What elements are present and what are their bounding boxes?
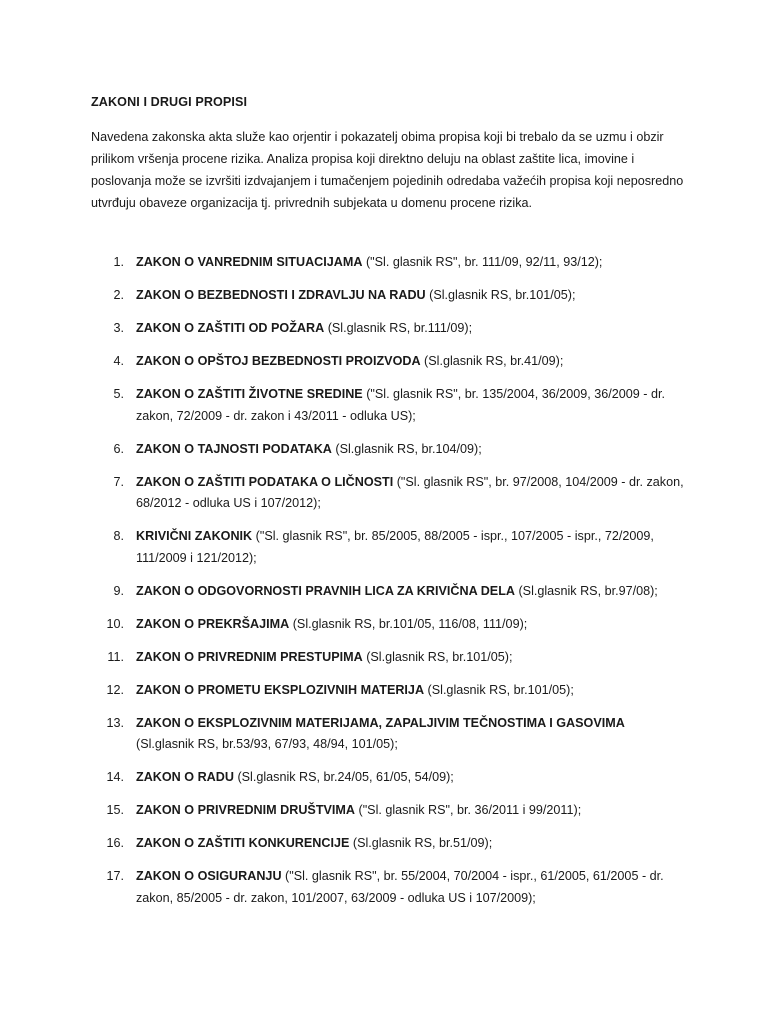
law-name: ZAKON O ZAŠTITI PODATAKA O LIČNOSTI	[136, 474, 394, 489]
law-item	[0, 351, 768, 373]
law-item	[0, 833, 768, 855]
law-name: ZAKON O PRIVREDNIM PRESTUPIMA	[136, 649, 363, 664]
law-text	[136, 647, 684, 669]
law-name: ZAKON O PROMETU EKSPLOZIVNIH MATERIJA	[136, 682, 425, 697]
laws-list	[0, 252, 768, 921]
law-number: 6.	[113, 441, 124, 456]
law-text	[136, 285, 684, 307]
law-name: ZAKON O RADU	[136, 770, 234, 784]
law-name: ZAKON O EKSPLOZIVNIM MATERIJAMA, ZAPALJIVIM TEČNOSTIMA I GASOVIMA	[136, 715, 625, 730]
law-text	[136, 472, 684, 515]
law-text	[136, 252, 684, 274]
law-text	[136, 767, 684, 789]
law-text	[136, 614, 684, 636]
law-name: ZAKON O TAJNOSTI PODATAKA	[136, 441, 332, 456]
law-item	[0, 800, 768, 822]
law-item	[0, 581, 768, 603]
law-name: ZAKON O ZAŠTITI ŽIVOTNE SREDINE	[136, 387, 363, 401]
law-reference: ("Sl. glasnik RS", br. 55/2004, 70/2004 - ispr., 61/2005, 61/2005 - dr. zakon, 85/2005 - dr. zakon, 101/2007, 63/2009 - odluka US i 107/2009);	[136, 869, 664, 905]
law-item	[0, 384, 768, 427]
law-number: 13.	[106, 715, 124, 730]
law-text	[136, 680, 684, 702]
law-name: ZAKON O ZAŠTITI OD POŽARA	[136, 321, 325, 335]
law-reference: ("Sl. glasnik RS", br. 97/2008, 104/2009 - dr. zakon, 68/2012 - odluka US i 107/2012);	[136, 474, 684, 510]
law-name: ZAKON O OPŠTOJ BEZBEDNOSTI PROIZVODA	[136, 354, 421, 368]
law-reference: ("Sl. glasnik RS", br. 85/2005, 88/2005 - ispr., 107/2005 - ispr., 72/2009, 111/2009 i 121/2012);	[136, 529, 654, 565]
law-text	[136, 318, 684, 340]
law-item	[0, 285, 768, 307]
law-item	[0, 713, 768, 756]
law-reference: (Sl.glasnik RS, br.104/09);	[331, 441, 482, 456]
intro-paragraph: Navedena zakonska akta služe kao orjentir i pokazatelj obima propisa koji bi trebalo da se uzmu i obzir prilikom vršenja procene rizika. Analiza propisa koji direktno deluju na oblast zaštite lica, imovine i poslovanja može se izvršiti izdvajanjem i tumačenjem pojedinih odredaba važećih propisa koji neposredno utvrđuju obaveze organizacija tj. privrednih subjekata u domenu procene rizika.	[91, 130, 684, 210]
law-text	[136, 526, 684, 569]
law-name: ZAKON O BEZBEDNOSTI I ZDRAVLJU NA RADU	[136, 288, 426, 302]
law-item	[0, 472, 768, 515]
law-number: 17.	[106, 869, 124, 883]
law-name: ZAKON O ZAŠTITI KONKURENCIJE	[136, 836, 350, 850]
law-number: 10.	[106, 616, 124, 631]
law-name: ZAKON O ODGOVORNOSTI PRAVNIH LICA ZA KRIVIČNA DELA	[136, 583, 515, 598]
law-text	[136, 713, 684, 756]
law-name: ZAKON O PREKRŠAJIMA	[136, 616, 290, 631]
law-reference: ("Sl. glasnik RS", br. 111/09, 92/11, 93/12);	[362, 255, 603, 269]
law-text	[136, 866, 684, 909]
law-reference: (Sl.glasnik RS, br.101/05);	[424, 682, 574, 697]
law-number: 8.	[113, 529, 124, 543]
law-text	[136, 439, 684, 461]
law-number: 4.	[113, 354, 124, 368]
law-number: 5.	[113, 387, 124, 401]
law-text	[136, 581, 684, 603]
law-item	[0, 614, 768, 636]
law-reference: (Sl.glasnik RS, br.51/09);	[349, 836, 493, 850]
law-name: KRIVIČNI ZAKONIK	[136, 529, 253, 543]
law-reference: (Sl.glasnik RS, br.41/09);	[420, 354, 564, 368]
law-number: 3.	[113, 321, 124, 335]
law-number: 1.	[113, 255, 124, 269]
law-reference: (Sl.glasnik RS, br.24/05, 61/05, 54/09);	[233, 770, 454, 784]
law-item	[0, 647, 768, 669]
law-reference: (Sl.glasnik RS, br.53/93, 67/93, 48/94, 101/05);	[136, 737, 398, 751]
law-reference: (Sl.glasnik RS, br.101/05, 116/08, 111/09);	[289, 616, 528, 631]
law-number: 16.	[106, 836, 124, 850]
law-reference: (Sl.glasnik RS, br.101/05);	[425, 288, 576, 302]
law-text	[136, 351, 684, 373]
document-title: ZAKONI I DRUGI PROPISI	[91, 95, 248, 109]
law-item	[0, 866, 768, 909]
law-name: ZAKON O OSIGURANJU	[136, 869, 282, 883]
law-number: 14.	[106, 770, 124, 784]
law-number: 7.	[113, 474, 124, 489]
law-item	[0, 252, 768, 274]
law-reference: (Sl.glasnik RS, br.101/05);	[362, 649, 513, 664]
law-item	[0, 439, 768, 461]
law-number: 9.	[113, 583, 124, 598]
law-item	[0, 767, 768, 789]
law-reference: ("Sl. glasnik RS", br. 36/2011 i 99/2011);	[355, 803, 582, 817]
law-text	[136, 800, 684, 822]
law-item	[0, 526, 768, 569]
law-text	[136, 833, 684, 855]
law-name: ZAKON O PRIVREDNIM DRUŠTVIMA	[136, 803, 355, 817]
law-name: ZAKON O VANREDNIM SITUACIJAMA	[136, 255, 363, 269]
law-reference: ("Sl. glasnik RS", br. 135/2004, 36/2009, 36/2009 - dr. zakon, 72/2009 - dr. zakon i 43/2011 - odluka US);	[136, 387, 665, 423]
law-number: 11.	[107, 649, 124, 664]
law-number: 15.	[106, 803, 124, 817]
law-text	[136, 384, 684, 427]
law-reference: (Sl.glasnik RS, br.111/09);	[324, 321, 473, 335]
law-number: 12.	[106, 682, 124, 697]
law-reference: (Sl.glasnik RS, br.97/08);	[514, 583, 658, 598]
law-number: 2.	[113, 288, 124, 302]
law-item	[0, 680, 768, 702]
law-item	[0, 318, 768, 340]
